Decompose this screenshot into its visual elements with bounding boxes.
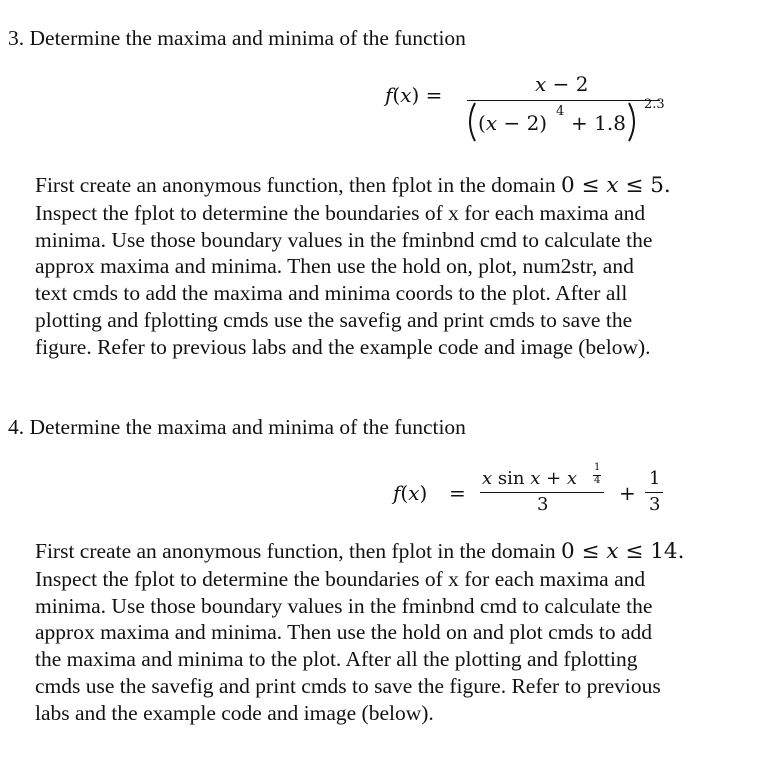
q3-inner-power: 4 (556, 104, 565, 119)
q4-line-3: minima. Use those boundary values in the fminbnd cmd to calculate the (35, 593, 653, 618)
q4-frac2-den: 3 (649, 494, 661, 515)
q3-line-3: minima. Use those boundary values in the fminbnd cmd to calculate the (35, 227, 653, 252)
q4-line-7: labs and the example code and image (below). (35, 700, 434, 725)
q4-numerator: x sin x + x (482, 468, 578, 489)
q4-frac2-bar (645, 492, 663, 493)
question-3-heading: 3. Determine the maxima and minima of the function (8, 26, 466, 50)
q4-line-4: approx maxima and minima. Then use the hold on and plot cmds to add (35, 620, 653, 645)
q4-exponent-den: 4 (594, 475, 601, 486)
q3-left-big-paren (462, 101, 478, 143)
q4-lhs: f(x) (393, 481, 428, 505)
q4-line-6: cmds use the savefig and print cmds to save the figure. Refer to previous (35, 673, 661, 698)
question-4-instructions (35, 538, 775, 727)
q4-exponent-num: 1 (594, 462, 601, 473)
question-3-instructions (35, 172, 775, 361)
q4-line-2: Inspect the fplot to determine the boundaries of x for each maxima and (35, 566, 646, 591)
q4-plus: + (619, 481, 636, 505)
q3-line-2: Inspect the fplot to determine the boundaries of x for each maxima and (35, 200, 646, 225)
q3-line-1: First create an anonymous function, then fplot in the domain 0 ≤ x ≤ 5. (35, 173, 671, 198)
q4-equals: = (449, 481, 466, 505)
q4-line-1: First create an anonymous function, then fplot in the domain 0 ≤ x ≤ 14. (35, 539, 685, 564)
q3-lhs: f(x) = (385, 83, 443, 107)
q3-line-4: approx maxima and minima. Then use the hold on, plot, num2str, and (35, 254, 634, 279)
q4-fraction-bar (480, 492, 604, 493)
q3-denominator-inner: (x − 2) (478, 111, 548, 135)
q3-plus-term: + 1.8 (571, 111, 626, 135)
question-4-heading: 4. Determine the maxima and minima of the function (8, 415, 466, 439)
q3-line-5: text cmds to add the maxima and minima coords to the plot. After all (35, 281, 628, 306)
q3-numerator: x − 2 (535, 72, 589, 96)
q3-outer-power: 2.3 (644, 97, 665, 112)
q3-right-big-paren (626, 101, 642, 143)
q4-denominator: 3 (537, 494, 549, 515)
q3-line-7: figure. Refer to previous labs and the example code and image (below). (35, 334, 651, 359)
q4-frac2-num: 1 (649, 468, 661, 489)
q3-line-6: plotting and fplotting cmds use the savefig and print cmds to save the (35, 307, 633, 332)
q3-domain: 0 ≤ x ≤ 5. (561, 173, 671, 198)
q4-domain: 0 ≤ x ≤ 14. (561, 539, 685, 564)
q4-line-5: the maxima and minima to the plot. After all the plotting and fplotting (35, 647, 638, 672)
